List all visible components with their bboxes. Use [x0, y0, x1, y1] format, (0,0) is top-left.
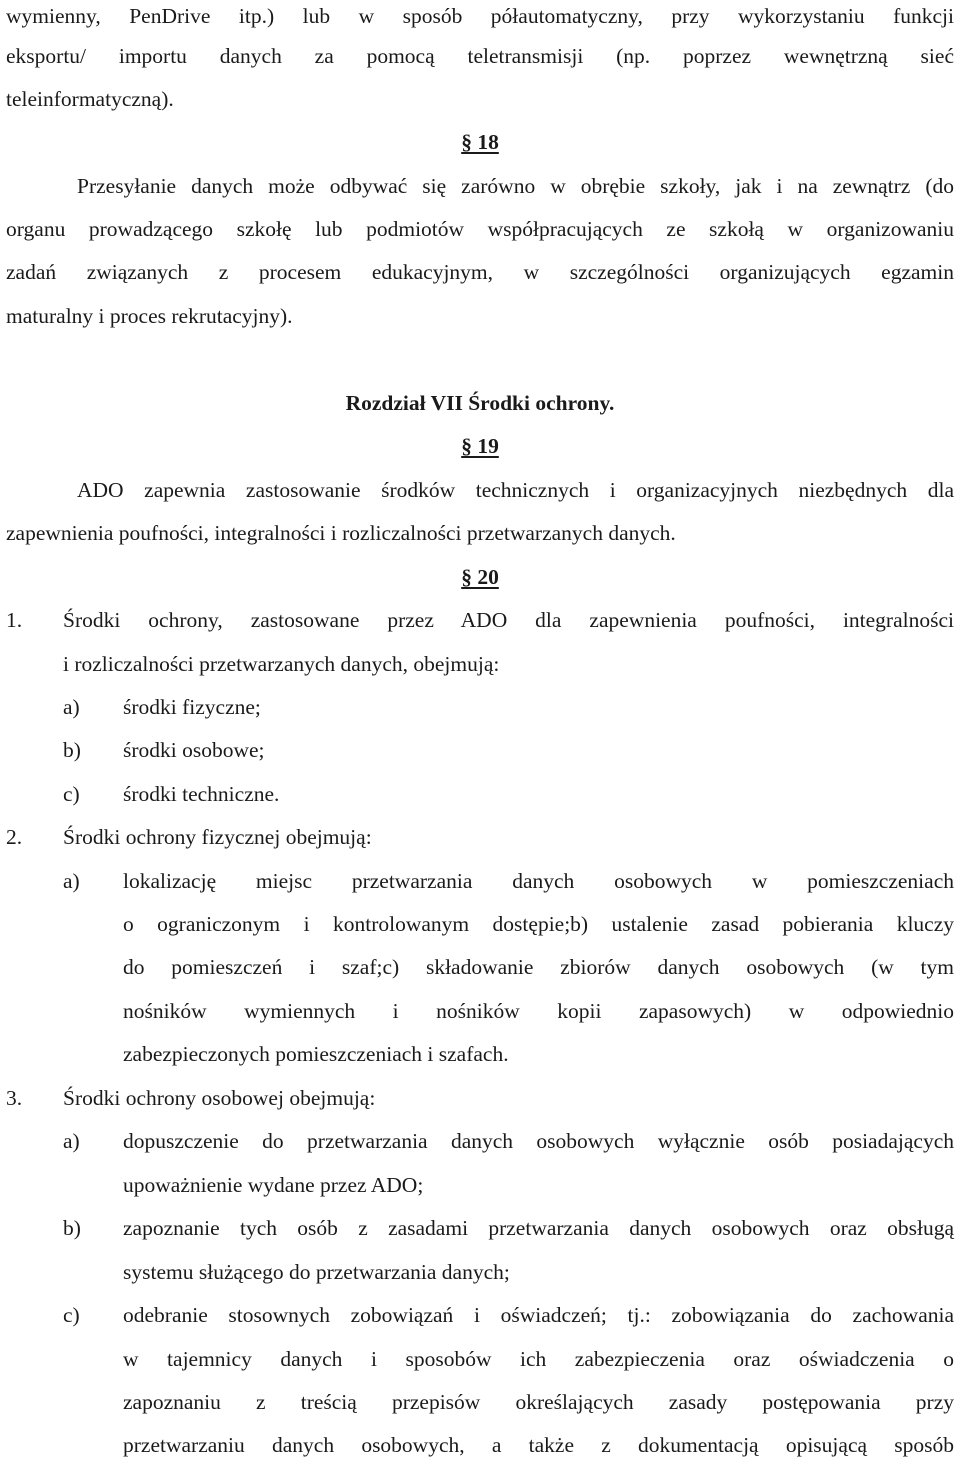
point-2-line-2: o ograniczonym i kontrolowanym dostępie;b) ustalenie zasad pobierania kluczy [123, 912, 954, 936]
section-18-heading: § 18 [461, 130, 499, 154]
point-3-item-c-line-2: w tajemnicy danych i sposobów ich zabezpieczenia oraz oświadczenia o [123, 1347, 954, 1371]
point-2-line-3: do pomieszczeń i szaf;c) składowanie zbiorów danych osobowych (w tym [123, 955, 954, 979]
point-1-line-2: i rozliczalności przetwarzanych danych, obejmują: [63, 652, 500, 676]
section-20-heading: § 20 [461, 565, 499, 589]
point-3-item-a-line-1: dopuszczenie do przetwarzania danych osobowych wyłącznie osób posiadających [123, 1129, 954, 1153]
point-3-item-b-line-1: zapoznanie tych osób z zasadami przetwarzania danych osobowych oraz obsługą [123, 1216, 954, 1240]
point-3-item-c-line-3: zapoznaniu z treścią przepisów określających zasady postępowania przy [123, 1390, 954, 1414]
point-3-item-c-letter: c) [63, 1303, 80, 1327]
point-3-number: 3. [6, 1086, 23, 1110]
point-2-item-a-letter: a) [63, 869, 80, 893]
point-2-intro: Środki ochrony fizycznej obejmują: [63, 825, 372, 849]
section-18-line-1: Przesyłanie danych może odbywać się zarówno w obrębie szkoły, jak i na zewnątrz (do [77, 174, 954, 198]
point-3-item-a-letter: a) [63, 1129, 80, 1153]
chapter-title: Rozdział VII Środki ochrony. [345, 391, 615, 415]
point-1-item-b-letter: b) [63, 738, 81, 762]
point-1-item-c-text: środki techniczne. [123, 782, 280, 806]
point-2-line-4: nośników wymiennych i nośników kopii zapasowych) w odpowiednio [123, 999, 954, 1023]
intro-line-2: eksportu/ importu danych za pomocą teletransmisji (np. poprzez wewnętrzną sieć [6, 44, 954, 68]
section-19-line-1: ADO zapewnia zastosowanie środków technicznych i organizacyjnych niezbędnych dla [77, 478, 954, 502]
intro-line-3: teleinformatyczną). [6, 87, 174, 111]
point-3-item-b-letter: b) [63, 1216, 81, 1240]
point-3-item-c-line-1: odebranie stosownych zobowiązań i oświadczeń; tj.: zobowiązania do zachowania [123, 1303, 954, 1327]
section-19-heading: § 19 [461, 434, 499, 458]
point-3-item-b-line-2: systemu służącego do przetwarzania danych; [123, 1260, 510, 1284]
point-1-item-c-letter: c) [63, 782, 80, 806]
section-19-line-2: zapewnienia poufności, integralności i rozliczalności przetwarzanych danych. [6, 521, 676, 545]
point-1-number: 1. [6, 608, 23, 632]
point-3-item-a-line-2: upoważnienie wydane przez ADO; [123, 1173, 424, 1197]
section-18-line-4: maturalny i proces rekrutacyjny). [6, 304, 293, 328]
point-2-line-1: lokalizację miejsc przetwarzania danych osobowych w pomieszczeniach [123, 869, 954, 893]
point-2-number: 2. [6, 825, 23, 849]
point-3-intro: Środki ochrony osobowej obejmują: [63, 1086, 376, 1110]
point-1-item-a-letter: a) [63, 695, 80, 719]
point-3-item-c-line-4: przetwarzaniu danych osobowych, a także z dokumentacją opisującą sposób [123, 1433, 954, 1457]
intro-line-1: wymienny, PenDrive itp.) lub w sposób półautomatyczny, przy wykorzystaniu funkcji [6, 4, 954, 28]
point-1-item-b-text: środki osobowe; [123, 738, 265, 762]
point-1-line-1: Środki ochrony, zastosowane przez ADO dla zapewnienia poufności, integralności [63, 608, 954, 632]
section-18-line-3: zadań związanych z procesem edukacyjnym, w szczególności organizujących egzamin [6, 260, 954, 284]
point-1-item-a-text: środki fizyczne; [123, 695, 261, 719]
point-2-line-5: zabezpieczonych pomieszczeniach i szafach. [123, 1042, 509, 1066]
section-18-line-2: organu prowadzącego szkołę lub podmiotów współpracujących ze szkołą w organizowaniu [6, 217, 954, 241]
